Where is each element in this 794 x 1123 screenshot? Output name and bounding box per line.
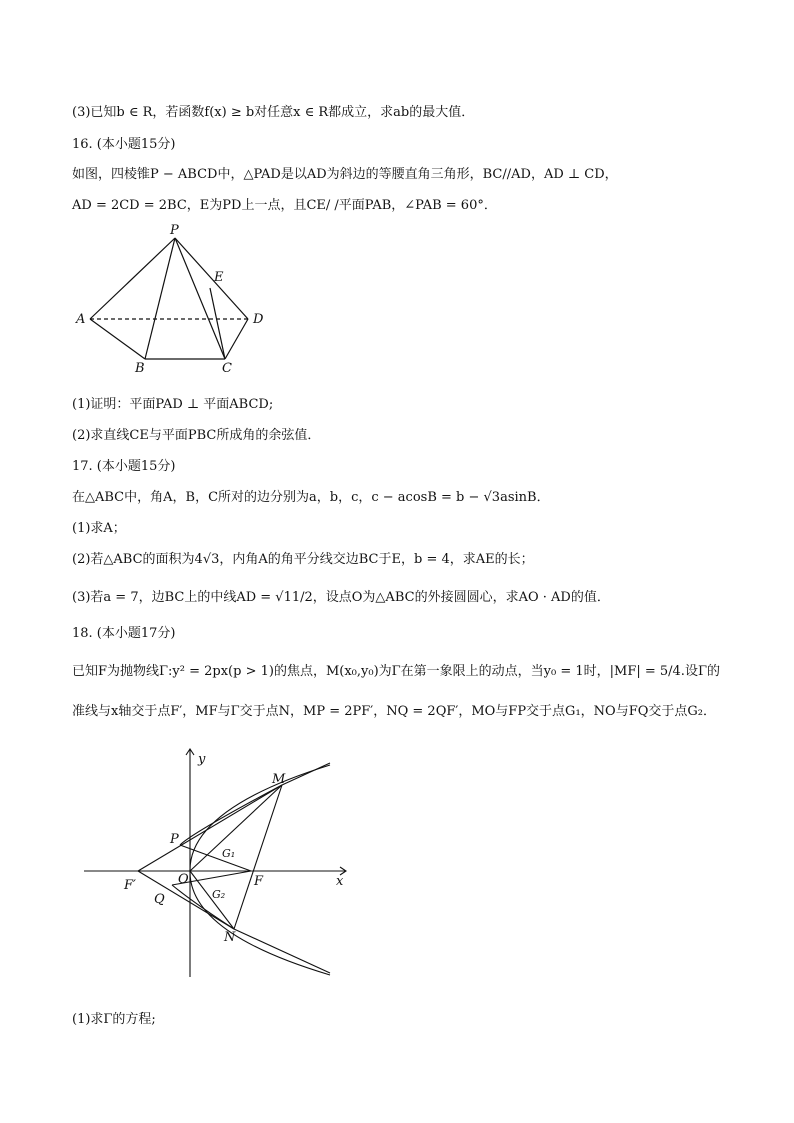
q18-heading: 18. (本小题17分) [72, 626, 176, 641]
label-y: y [198, 752, 206, 767]
q18-part1: (1)求Γ的方程; [72, 1012, 156, 1027]
label-O: O [178, 872, 189, 887]
label-P: P [170, 223, 179, 238]
label-P: P [170, 832, 179, 847]
label-B: B [135, 361, 145, 376]
label-Fprime: F′ [124, 878, 136, 893]
q16-heading: 16. (本小题15分) [72, 137, 176, 152]
q17-heading: 17. (本小题15分) [72, 459, 176, 474]
q16-pyramid-figure [72, 223, 272, 378]
label-F: F [254, 874, 264, 889]
q16-part2: (2)求直线CE与平面PBC所成角的余弦值． [72, 428, 321, 443]
q17-part2: (2)若△ABC的面积为4√3，内角A的角平分线交边BC于E，b = 4，求AE的长； [72, 552, 534, 567]
q16-stem-line2: AD = 2CD = 2BC，E为PD上一点，且CE/ /平面PAB，∠PAB = 60°． [72, 198, 497, 213]
label-M: M [272, 772, 286, 787]
label-N: N [224, 930, 236, 945]
q18-stem-line2: 准线与x轴交于点F′，MF与Γ交于点N，MP = 2PF′，NQ = 2QF′，MO与FP交于点G₁，NO与FQ交于点G₂． [72, 704, 716, 719]
q18-stem-line1: 已知F为抛物线Γ:y² = 2px(p > 1)的焦点，M(x₀,y₀)为Γ在第一象限上的动点，当y₀ = 1时，|MF| = 5/4.设Γ的 [72, 664, 720, 679]
q15-part3: (3)已知b ∈ R，若函数f(x) ≥ b对任意x ∈ R都成立，求ab的最大值． [72, 105, 475, 120]
q17-stem: 在△ABC中，角A，B，C所对的边分别为a，b，c，c − acosB = b − √3asinB． [72, 490, 550, 505]
label-G1: G₁ [222, 847, 236, 860]
q16-stem-line1: 如图，四棱锥P − ABCD中，△PAD是以AD为斜边的等腰直角三角形，BC//AD，AD ⊥ CD， [72, 167, 618, 182]
label-x: x [336, 874, 344, 889]
label-C: C [222, 361, 232, 376]
label-E: E [214, 270, 224, 285]
q18-parabola-figure [84, 745, 374, 985]
label-G2: G₂ [212, 888, 226, 901]
q17-part3: (3)若a = 7，边BC上的中线AD = √11/2，设点O为△ABC的外接圆圆心，求AO · AD的值． [72, 590, 610, 605]
label-D: D [253, 312, 264, 327]
label-A: A [76, 312, 86, 327]
q16-part1: (1)证明：平面PAD ⊥ 平面ABCD; [72, 397, 274, 412]
q17-part1: (1)求A； [72, 521, 126, 536]
label-Q: Q [154, 892, 165, 907]
